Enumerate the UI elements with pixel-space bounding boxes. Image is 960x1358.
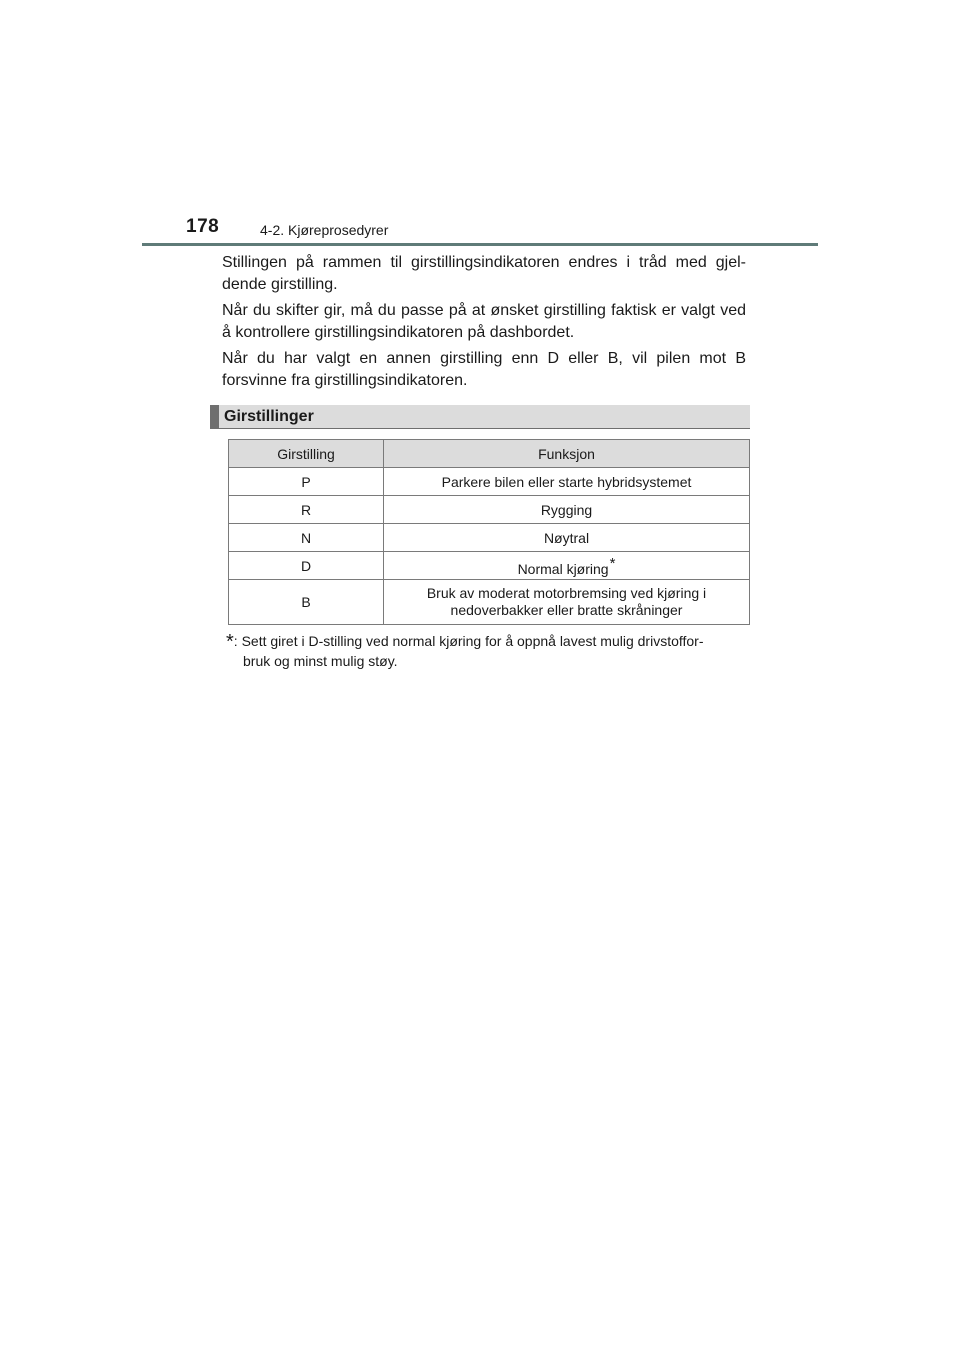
- page-number: 178: [186, 216, 220, 237]
- footnote-mark: *: [226, 631, 234, 653]
- function-text-line-2: nedoverbakker eller bratte skråninger: [450, 602, 683, 618]
- gear-positions-table: [228, 439, 750, 625]
- table-row: [229, 580, 750, 625]
- paragraph-indicator-frame: Stillingen på rammen til girstillingsindikatoren endres i tråd med gjel-dende girstilling.: [222, 254, 746, 293]
- gear-cell: P: [229, 468, 384, 496]
- footnote-text-line-1: : Sett giret i D-stilling ved normal kjøring for å oppnå lavest mulig drivstoffor-: [233, 633, 704, 649]
- paragraph-arrow-disappears: Når du har valgt en annen girstilling enn D eller B, vil pilen mot B forsvinne fra girstillingsindikatoren.: [222, 350, 746, 389]
- body-text: [222, 252, 746, 396]
- table-row: [229, 552, 750, 580]
- table-header-row: [229, 440, 750, 468]
- table-row: [229, 468, 750, 496]
- paragraph-check-indicator: Når du skifter gir, må du passe på at ønsket girstilling faktisk er valgt ved å kontrollere girstillingsindikatoren på dashbordet.: [222, 302, 746, 341]
- function-text: Normal kjøring: [517, 560, 609, 577]
- function-text-line-1: Bruk av moderat motorbremsing ved kjøring i: [426, 585, 707, 601]
- table-row: [229, 496, 750, 524]
- section-reference: 4-2. Kjøreprosedyrer: [260, 222, 389, 238]
- gear-cell: R: [229, 496, 384, 524]
- function-cell: [384, 552, 750, 580]
- column-header-function: Funksjon: [384, 440, 750, 468]
- gear-cell: D: [229, 552, 384, 580]
- function-cell: [384, 580, 750, 625]
- header-divider: [142, 243, 818, 246]
- gear-cell: N: [229, 524, 384, 552]
- function-cell: Nøytral: [384, 524, 750, 552]
- footnote-marker: *: [609, 554, 616, 572]
- section-heading-label: Girstillinger: [224, 408, 314, 425]
- footnote-text-line-2: bruk og minst mulig støy.: [243, 653, 398, 669]
- column-header-gear: Girstilling: [229, 440, 384, 468]
- gear-cell: B: [229, 580, 384, 625]
- footnote: [226, 632, 746, 671]
- function-cell: Rygging: [384, 496, 750, 524]
- function-cell: Parkere bilen eller starte hybridsystemet: [384, 468, 750, 496]
- section-heading: [210, 405, 750, 429]
- table-row: [229, 524, 750, 552]
